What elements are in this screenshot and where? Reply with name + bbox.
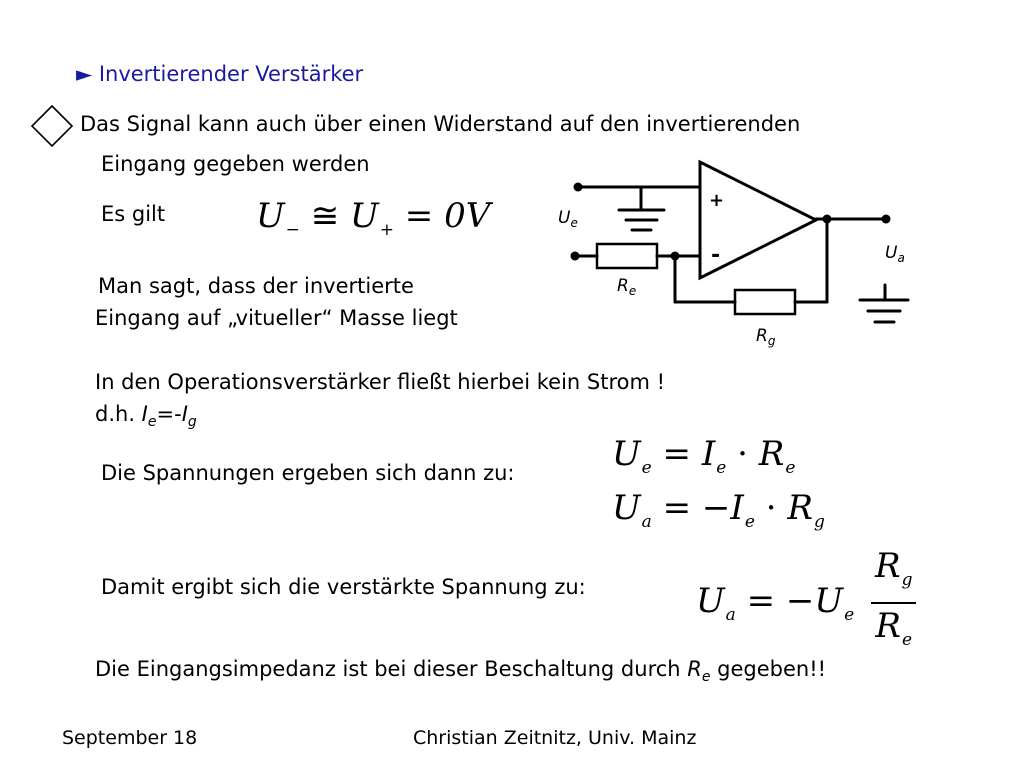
rg-label: $R_g$ [756, 326, 776, 348]
diamond-bullet-icon [30, 104, 74, 148]
impedanz-text: Die Eingangsimpedanz ist bei dieser Beschaltung durch $R_e$ gegeben!! [95, 657, 827, 686]
eq1-lhs-sub: − [285, 220, 300, 240]
bullet-text-line1: Das Signal kann auch über einen Widerstand auf den invertierenden [80, 112, 801, 136]
masse-text-line1: Man sagt, dass der invertierte [98, 274, 414, 298]
eq1-mid: U [350, 196, 379, 236]
strom-text: In den Operationsverstärker fließt hierbei kein Strom ! [95, 370, 666, 394]
damit-text: Damit ergibt sich die verstärkte Spannung zu: [101, 575, 586, 599]
equation-ue: $U_e = I_e \cdot R_e$ [612, 434, 796, 478]
masse-text-line2: Eingang auf „vitueller“ Masse liegt [95, 306, 458, 330]
inverting-amplifier-circuit [540, 150, 940, 370]
equation-gain: $U_a = -U_e$ $\frac{R_g}{R_e}$ [696, 546, 916, 660]
gain-fraction: $\frac{R_g}{R_e}$ [871, 546, 917, 660]
equation-ua: $U_a = -I_e \cdot R_g$ [612, 488, 825, 532]
opamp-plus-label: + [709, 190, 725, 211]
bullet-text-line2: Eingang gegeben werden [101, 152, 370, 176]
current-relation: d.h. $I_e=-I_g$ [95, 402, 197, 431]
spannungen-text: Die Spannungen ergeben sich dann zu: [101, 461, 515, 485]
resistor-re [597, 244, 657, 268]
eq1-approx: ≅ [310, 196, 340, 236]
eq1-rhs: 0V [444, 196, 491, 236]
resistor-rg [735, 290, 795, 314]
footer-date: September 18 [62, 727, 198, 749]
footer-author: Christian Zeitnitz, Univ. Mainz [413, 727, 697, 749]
ua-label: $U_a$ [885, 243, 905, 265]
eq1-mid-sub: + [379, 220, 394, 240]
ue-label: $U_e$ [558, 208, 578, 230]
eq1-equals: = [404, 196, 434, 236]
opamp-minus-label: - [711, 243, 721, 268]
re-label: $R_e$ [617, 276, 637, 298]
eq1-lhs: U [256, 196, 285, 236]
es-gilt-label: Es gilt [101, 202, 166, 226]
slide-title: ► Invertierender Verstärker [76, 62, 364, 86]
equation-virtual-ground [256, 196, 490, 250]
